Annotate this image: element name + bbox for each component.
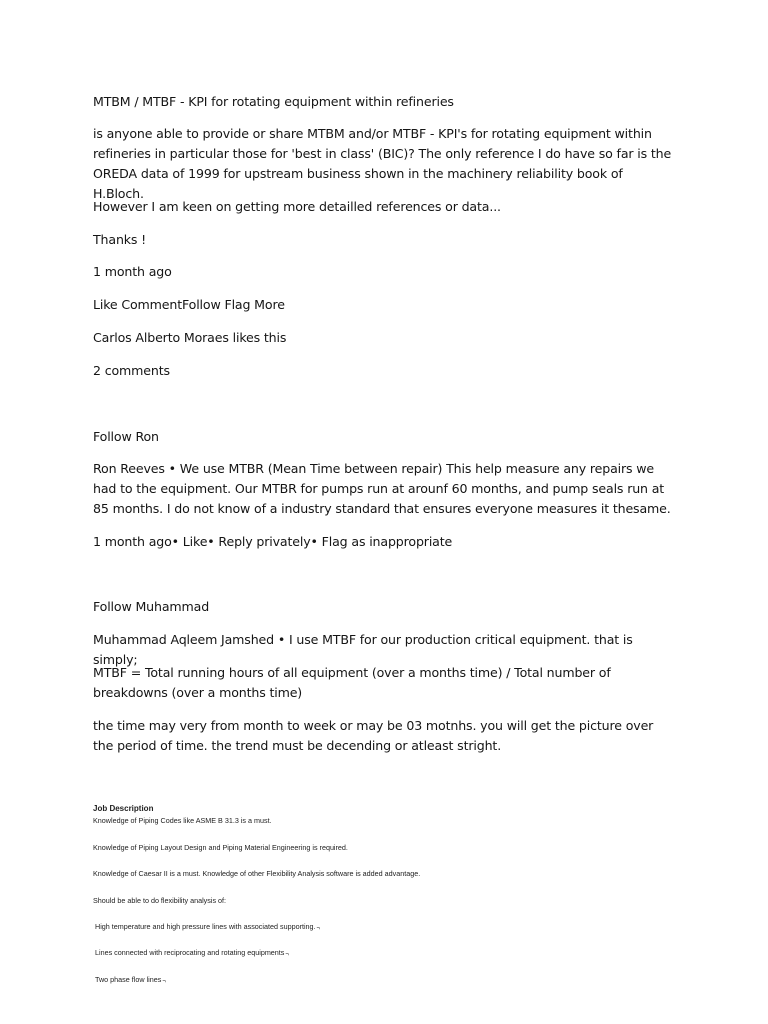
post-title: MTBM / MTBF - KPI for rotating equipment within refineries xyxy=(93,94,454,109)
comment-formula: MTBF = Total running hours of all equipment (over a months time) / Total number of breakdowns (over a months time) xyxy=(93,665,611,700)
comment-meta: 1 month ago• Like• Reply privately• Flag as inappropriate xyxy=(93,534,453,549)
job-line: Knowledge of Piping Layout Design and Piping Material Engineering is required. xyxy=(93,843,348,852)
line-end-mark: ¬ xyxy=(316,926,321,932)
post-likes: Carlos Alberto Moraes likes this xyxy=(93,330,287,345)
comment-count: 2 comments xyxy=(93,363,170,378)
comment-text: the time may very from month to week or may be 03 motnhs. you will get the picture over the period of time. the trend must be decending or atleast stright. xyxy=(93,718,654,753)
job-bullet-line: High temperature and high pressure lines with associated supporting.¬ xyxy=(95,922,321,932)
job-line: Should be able to do flexibility analysis of: xyxy=(93,896,227,905)
comment-text: Muhammad Aqleem Jamshed • I use MTBF for our production critical equipment. that is simply; xyxy=(93,632,633,667)
follow-commenter: Follow Muhammad xyxy=(93,599,210,614)
follow-commenter: Follow Ron xyxy=(93,429,159,444)
comment-text: Ron Reeves • We use MTBR (Mean Time between repair) This help measure any repairs we had to the equipment. Our MTBR for pumps run at arounf 60 months, and pump seals run at 85 months. I do not know of a industry standard that ensures everyone measures it thesame. xyxy=(93,461,671,516)
line-end-mark: ¬ xyxy=(162,979,166,985)
post-body-paragraph: is anyone able to provide or share MTBM and/or MTBF - KPI's for rotating equipment within refineries in particular those for 'best in class' (BIC)? The only reference I do have so far is the OREDA data of 1999 for upstream business shown in the machinery reliability book of H.Bloch. xyxy=(93,126,672,201)
post-body-paragraph: However I am keen on getting more detailled references or data... xyxy=(93,199,501,214)
job-bullet-line: Lines connected with reciprocating and rotating equipments¬ xyxy=(95,948,289,958)
job-line: Knowledge of Piping Codes like ASME B 31.3 is a must. xyxy=(93,816,272,825)
line-end-mark: ¬ xyxy=(285,952,289,958)
post-thanks: Thanks ! xyxy=(93,232,147,247)
job-bullet-line: Two phase flow lines¬ xyxy=(95,975,166,985)
post-actions: Like CommentFollow Flag More xyxy=(93,297,285,312)
job-line: Knowledge of Caesar II is a must. Knowledge of other Flexibility Analysis software is added advantage. xyxy=(93,869,421,878)
job-description-heading: Job Description xyxy=(93,804,154,813)
post-timestamp: 1 month ago xyxy=(93,264,172,279)
